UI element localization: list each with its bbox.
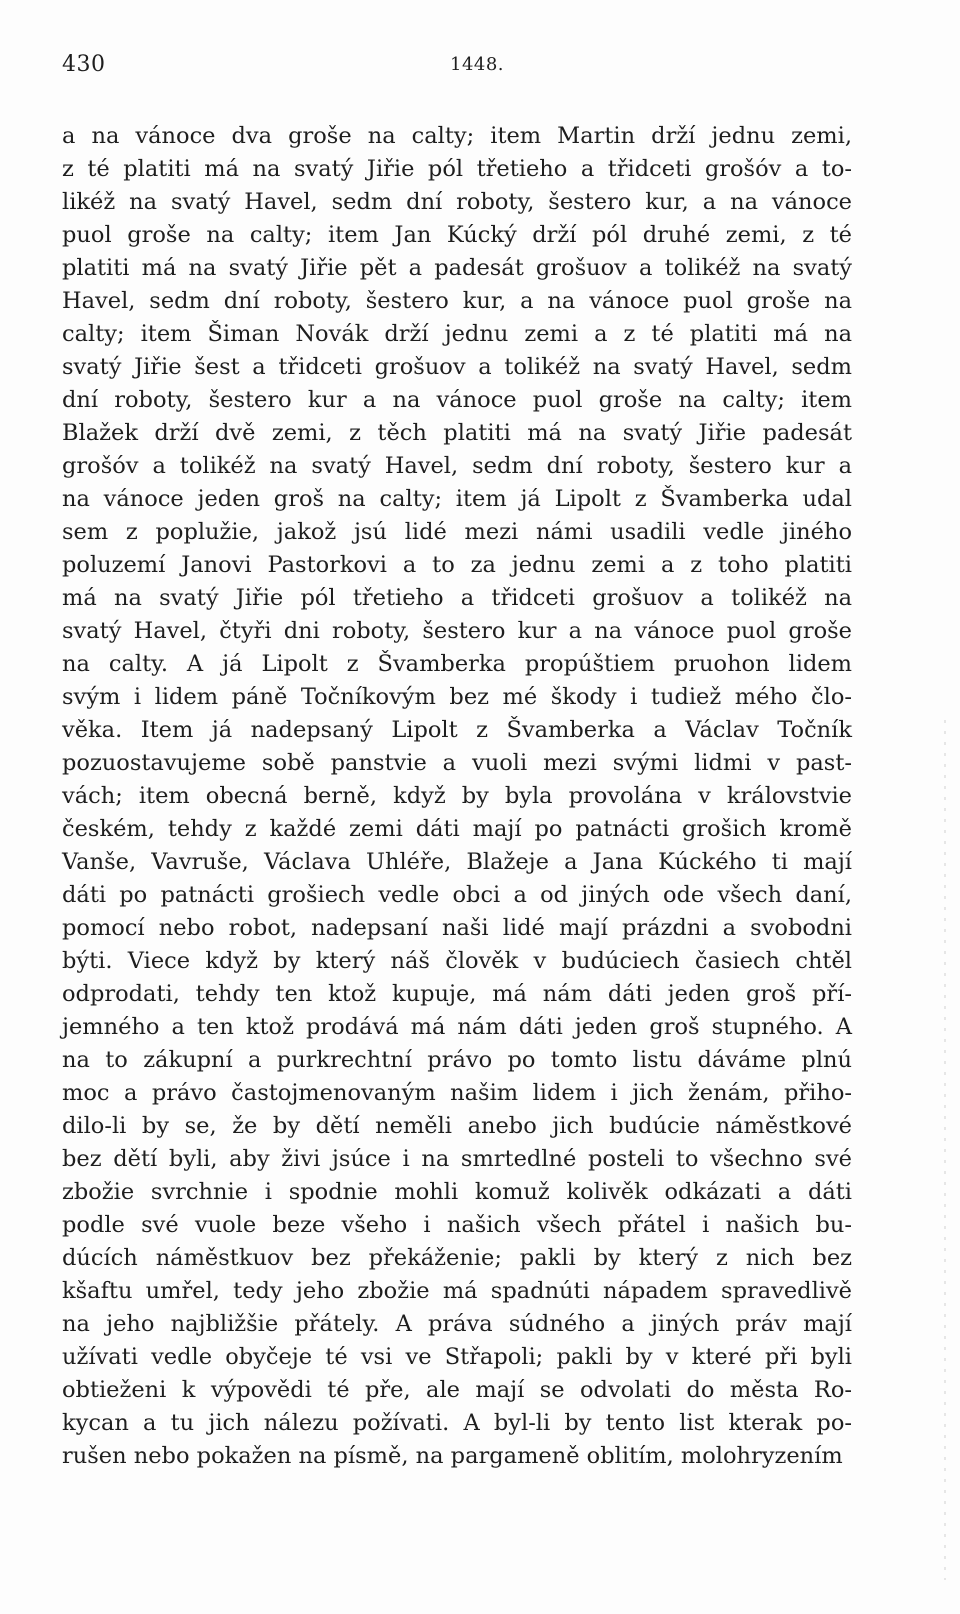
page-header xyxy=(62,52,852,88)
text-line: Vanše, Vavruše, Václava Uhléře, Blažeje a Jana Kúckého ti mají xyxy=(62,849,852,875)
text-line: na to zákupní a purkrechtní právo po tomto listu dáváme plnú xyxy=(62,1047,852,1073)
text-line: pozuostavujeme sobě panstvie a vuoli mezi svými lidmi v past- xyxy=(62,750,852,776)
text-line: platiti má na svatý Jiřie pět a padesát grošuov a tolikéž na svatý xyxy=(62,255,852,281)
text-line: dilo-li by se, že by dětí neměli anebo jich budúcie náměstkové xyxy=(62,1113,852,1139)
text-line: bez dětí byli, aby živi jsúce i na smrtedlné posteli to všechno své xyxy=(62,1146,852,1172)
text-line: odprodati, tehdy ten ktož kupuje, má nám dáti jeden groš pří- xyxy=(62,981,852,1007)
text-line: puol groše na calty; item Jan Kúcký drží pól druhé zemi, z té xyxy=(62,222,852,248)
text-line: vách; item obecná berně, když by byla provolána v královstvie xyxy=(62,783,852,809)
text-line: svatý Jiřie šest a třidceti grošuov a tolikéž na svatý Havel, sedm xyxy=(62,354,852,380)
text-line: zbožie svrchnie i spodnie mohli komuž kolivěk odkázati a dáti xyxy=(62,1179,852,1205)
body-text xyxy=(62,120,852,1473)
text-line: dúcích náměstkuov bez překáženie; pakli by který z nich bez xyxy=(62,1245,852,1271)
page-number: 430 xyxy=(62,52,106,77)
text-line: svým i lidem páně Točníkovým bez mé škody i tudiež mého člo- xyxy=(62,684,852,710)
text-line: dáti po patnácti grošiech vedle obci a od jiných ode všech daní, xyxy=(62,882,852,908)
text-line: jemného a ten ktož prodává má nám dáti jeden groš stupného. A xyxy=(62,1014,852,1040)
text-line: podle své vuole beze všeho i našich všech přátel i našich bu- xyxy=(62,1212,852,1238)
text-line: calty; item Šiman Novák drží jednu zemi a z té platiti má na xyxy=(62,321,852,347)
text-line: kycan a tu jich nálezu požívati. A byl-li by tento list kterak po- xyxy=(62,1410,852,1436)
text-line: poluzemí Janovi Pastorkovi a to za jednu zemi a z toho platiti xyxy=(62,552,852,578)
running-head-year: 1448. xyxy=(450,54,505,75)
page-edge-shadow xyxy=(944,720,946,1580)
text-line: moc a právo častojmenovaným našim lidem i jich ženám, přiho- xyxy=(62,1080,852,1106)
text-line: Blažek drží dvě zemi, z těch platiti má na svatý Jiřie padesát xyxy=(62,420,852,446)
text-line: kšaftu umřel, tedy jeho zbožie má spadnúti nápadem spravedlivě xyxy=(62,1278,852,1304)
text-line: užívati vedle obyčeje té vsi ve Střapoli; pakli by v které při byli xyxy=(62,1344,852,1370)
text-line: sem z poplužie, jakož jsú lidé mezi námi usadili vedle jiného xyxy=(62,519,852,545)
text-line: dní roboty, šestero kur a na vánoce puol groše na calty; item xyxy=(62,387,852,413)
text-line: rušen nebo pokažen na písmě, na pargameně oblitím, molohryzením xyxy=(62,1443,843,1469)
text-line: pomocí nebo robot, nadepsaní naši lidé mají prázdni a svobodni xyxy=(62,915,852,941)
text-line: má na svatý Jiřie pól třetieho a třidceti grošuov a tolikéž na xyxy=(62,585,852,611)
text-line: svatý Havel, čtyři dni roboty, šestero kur a na vánoce puol groše xyxy=(62,618,852,644)
text-line: českém, tehdy z každé zemi dáti mají po patnácti grošich kromě xyxy=(62,816,852,842)
text-line: na calty. A já Lipolt z Švamberka propúštiem pruohon lidem xyxy=(62,651,852,677)
text-line: likéž na svatý Havel, sedm dní roboty, šestero kur, a na vánoce xyxy=(62,189,852,215)
text-line: býti. Viece když by který náš člověk v budúciech časiech chtěl xyxy=(62,948,852,974)
text-line: na jeho najbližšie přátely. A práva súdného a jiných práv mají xyxy=(62,1311,852,1337)
text-line: věka. Item já nadepsaný Lipolt z Švamberka a Václav Točník xyxy=(62,717,852,743)
text-line: grošóv a tolikéž na svatý Havel, sedm dní roboty, šestero kur a xyxy=(62,453,852,479)
text-line: Havel, sedm dní roboty, šestero kur, a na vánoce puol groše na xyxy=(62,288,852,314)
text-line: na vánoce jeden groš na calty; item já Lipolt z Švamberka udal xyxy=(62,486,852,512)
text-line: z té platiti má na svatý Jiřie pól třetieho a třidceti grošóv a to- xyxy=(62,156,852,182)
text-line: obtieženi k výpovědi té pře, ale mají se odvolati do města Ro- xyxy=(62,1377,852,1403)
text-line: a na vánoce dva groše na calty; item Martin drží jednu zemi, xyxy=(62,123,852,149)
